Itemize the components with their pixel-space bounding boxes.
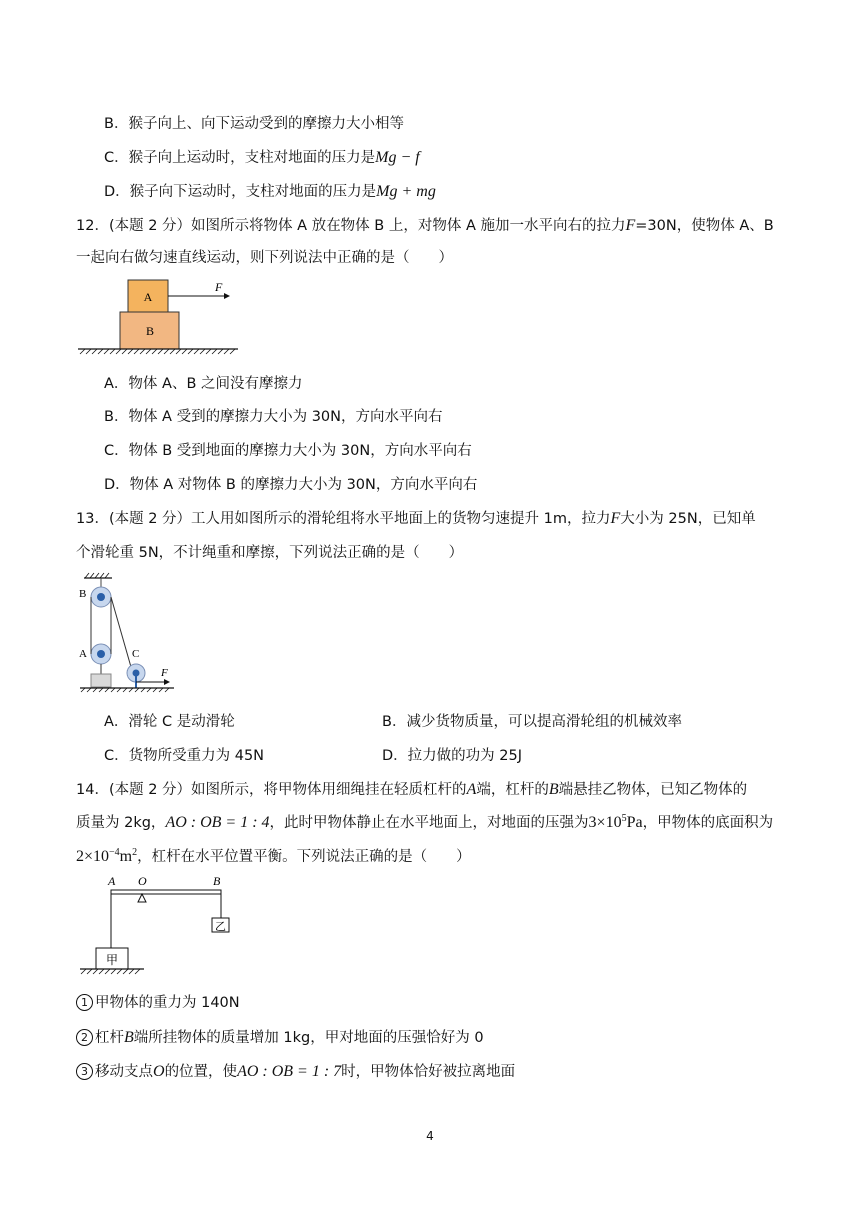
q12-option-b bbox=[104, 405, 443, 426]
object-jia-label: 甲 bbox=[105, 953, 119, 967]
q13-option-b-text: B．减少货物质量，可以提高滑轮组的机械效率 bbox=[382, 714, 682, 730]
q14-statement-1 bbox=[76, 991, 240, 1012]
block-a-label: A bbox=[143, 290, 153, 304]
q12-option-a-text: A．物体 A、B 之间没有摩擦力 bbox=[104, 376, 303, 392]
q14-stem-text-a: 14．(本题 2 分）如图所示，将甲物体用细绳挂在轻质杠杆的 bbox=[76, 782, 467, 798]
q14-statement-2-point-b: B bbox=[124, 1029, 134, 1046]
force-label: F bbox=[215, 280, 223, 294]
q14-stem-pressure-exp: 5 bbox=[621, 813, 627, 825]
q13-stem-line1 bbox=[76, 507, 756, 528]
page-number: 4 bbox=[426, 1129, 434, 1143]
q13-option-a bbox=[104, 710, 235, 731]
q13-option-d bbox=[382, 744, 522, 765]
q14-stem-area-text: ，甲物体的底面积为 bbox=[642, 815, 774, 831]
object-yi-label: 乙 bbox=[215, 921, 226, 933]
pulley-a-axle bbox=[97, 650, 105, 658]
q12-option-d-text: D．物体 A 对物体 B 的摩擦力大小为 30N，方向水平向右 bbox=[104, 477, 478, 493]
q11-option-d-formula: Mg + mg bbox=[376, 183, 436, 200]
circled-number-1: 1 bbox=[76, 994, 93, 1011]
pulley-a-label: A bbox=[79, 648, 87, 660]
q14-statement-3-text-b: 的位置，使 bbox=[164, 1064, 238, 1080]
q13-option-a-text: A．滑轮 C 是动滑轮 bbox=[104, 714, 235, 730]
q12-stem-line1 bbox=[76, 214, 774, 235]
q13-stem-force-symbol: F bbox=[610, 510, 621, 527]
q11-option-c bbox=[104, 146, 420, 167]
q14-stem-line1 bbox=[76, 778, 747, 799]
q11-option-b bbox=[104, 112, 404, 133]
q14-stem-text-c: 端悬挂乙物体，已知乙物体的 bbox=[558, 782, 748, 798]
q14-stem-text-line3: ，杠杆在水平位置平衡。下列说法正确的是（ ） bbox=[137, 849, 471, 865]
pull-force-label: F bbox=[161, 667, 168, 679]
q14-stem-area-exp: −4 bbox=[109, 847, 120, 859]
pull-arrow-head bbox=[164, 679, 170, 685]
q12-stem-force-symbol: F bbox=[625, 217, 636, 234]
q14-stem-text-b: 端，杠杆的 bbox=[476, 782, 549, 798]
q14-stem-pressure-text: ，此时甲物体静止在水平地面上，对地面的压强为 bbox=[269, 815, 589, 831]
q11-option-d bbox=[104, 180, 436, 201]
ground-hatching bbox=[80, 349, 235, 354]
q14-statement-3-text-a: 移动支点 bbox=[95, 1064, 153, 1080]
q14-statement-1-text: 甲物体的重力为 140N bbox=[95, 995, 240, 1011]
q12-option-d bbox=[104, 473, 477, 494]
rope-to-c bbox=[111, 597, 133, 674]
q12-stem-text-a: 12．(本题 2 分）如图所示将物体 A 放在物体 B 上，对物体 A 施加一水平向右的拉力 bbox=[76, 218, 626, 234]
q12-option-a bbox=[104, 372, 303, 393]
lever-ground-hatching bbox=[81, 969, 140, 974]
q13-option-d-text: D．拉力做的功为 25J bbox=[382, 748, 523, 764]
pulley-c-label: C bbox=[132, 648, 140, 660]
block-b-label: B bbox=[145, 324, 155, 338]
q14-stem-line3 bbox=[76, 845, 471, 866]
pulley-b-axle bbox=[97, 593, 105, 601]
lever-point-o-label: O bbox=[138, 874, 147, 888]
ceiling-hatching bbox=[85, 573, 109, 578]
q13-stem-text-a: 13．(本题 2 分）工人用如图所示的滑轮组将水平地面上的货物匀速提升 1m，拉力 bbox=[76, 511, 611, 527]
circled-number-3: 3 bbox=[76, 1063, 93, 1080]
cargo-box bbox=[91, 674, 111, 687]
q13-stem-text-b: 大小为 25N，已知单 bbox=[620, 511, 756, 527]
q14-stem-area-unit-exp: 2 bbox=[132, 847, 138, 859]
force-arrow-head bbox=[224, 293, 230, 299]
lever-point-a-label: A bbox=[108, 874, 116, 888]
q14-stem-ratio: AO : OB = 1 : 4 bbox=[165, 814, 270, 831]
q12-stem-text-b: =30N，使物体 A、B bbox=[635, 218, 774, 234]
q14-stem-area-unit: m bbox=[119, 848, 133, 865]
q14-figure-lever bbox=[76, 872, 256, 980]
q12-option-c bbox=[104, 439, 472, 460]
q13-stem-text-line2: 个滑轮重 5N，不计绳重和摩擦，下列说法正确的是（ ） bbox=[76, 545, 464, 561]
q13-figure-pulley bbox=[76, 570, 186, 694]
q13-stem-line2 bbox=[76, 541, 463, 562]
q14-stem-pressure-unit: Pa bbox=[626, 814, 643, 831]
lever-bar bbox=[111, 890, 221, 894]
q14-statement-3-text-c: 时，甲物体恰好被拉离地面 bbox=[341, 1064, 516, 1080]
q14-statement-3-ratio: AO : OB = 1 : 7 bbox=[237, 1063, 342, 1080]
q14-statement-2-text-a: 杠杆 bbox=[95, 1030, 124, 1046]
q14-stem-line2 bbox=[76, 811, 773, 832]
q13-option-c bbox=[104, 744, 264, 765]
q14-stem-point-b: B bbox=[548, 781, 559, 798]
q11-option-c-text: C．猴子向上运动时，支柱对地面的压力是 bbox=[104, 150, 376, 166]
q12-figure-blocks bbox=[76, 276, 246, 358]
lever-point-b-label: B bbox=[213, 874, 221, 888]
q14-statement-2 bbox=[76, 1026, 484, 1047]
q14-statement-3-point-o: O bbox=[153, 1063, 165, 1080]
q11-option-c-formula: Mg − f bbox=[375, 149, 420, 166]
q14-stem-point-a: A bbox=[466, 781, 477, 798]
q14-stem-mass-text: 质量为 2kg， bbox=[76, 815, 166, 831]
q13-option-c-text: C．货物所受重力为 45N bbox=[104, 748, 265, 764]
q14-statement-3 bbox=[76, 1060, 515, 1081]
pulley-b-label: B bbox=[79, 588, 87, 600]
q12-stem-text-line2: 一起向右做匀速直线运动，则下列说法中正确的是（ ） bbox=[76, 250, 453, 266]
q12-option-c-text: C．物体 B 受到地面的摩擦力大小为 30N，方向水平向右 bbox=[104, 443, 472, 459]
q14-stem-area-value: 2×10 bbox=[76, 848, 110, 865]
q14-stem-pressure-value: 3×10 bbox=[588, 814, 622, 831]
fulcrum bbox=[138, 894, 146, 902]
q11-option-b-text: B．猴子向上、向下运动受到的摩擦力大小相等 bbox=[104, 116, 404, 132]
q13-option-b bbox=[382, 710, 682, 731]
q12-option-b-text: B．物体 A 受到的摩擦力大小为 30N，方向水平向右 bbox=[104, 409, 443, 425]
q12-stem-line2 bbox=[76, 246, 453, 267]
q11-option-d-text: D．猴子向下运动时，支柱对地面的压力是 bbox=[104, 184, 377, 200]
circled-number-2: 2 bbox=[76, 1029, 93, 1046]
q14-statement-2-text-b: 端所挂物体的质量增加 1kg，甲对地面的压强恰好为 0 bbox=[133, 1030, 484, 1046]
